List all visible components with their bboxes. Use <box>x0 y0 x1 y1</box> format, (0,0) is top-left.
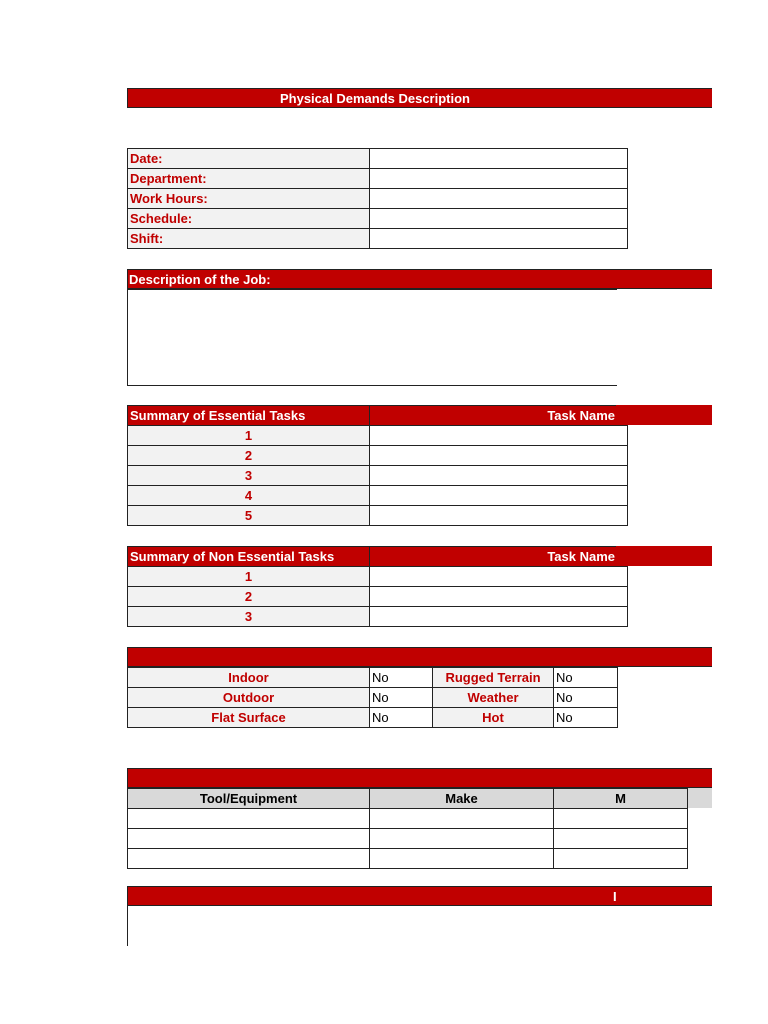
table-row <box>128 486 628 506</box>
make-header: Make <box>370 789 554 809</box>
task-number: 1 <box>128 426 370 446</box>
last-section-body[interactable] <box>127 906 128 946</box>
weather-value[interactable]: No <box>554 688 618 708</box>
task-number: 1 <box>128 567 370 587</box>
rugged-terrain-value[interactable]: No <box>554 668 618 688</box>
table-row <box>128 809 688 829</box>
department-field[interactable] <box>370 169 628 189</box>
shift-label: Shift: <box>128 229 370 249</box>
environment-row <box>128 688 618 708</box>
environment-header <box>127 647 712 667</box>
task-number: 3 <box>128 466 370 486</box>
schedule-field[interactable] <box>370 209 628 229</box>
essential-tasks-table <box>127 405 617 529</box>
non-essential-tasks-table <box>127 546 617 630</box>
description-field[interactable] <box>127 289 617 386</box>
info-row-shift <box>128 229 628 249</box>
task-name-field[interactable] <box>370 486 628 506</box>
info-row-schedule <box>128 209 628 229</box>
task-name-field[interactable] <box>370 567 628 587</box>
page-title: Physical Demands Description <box>279 91 470 106</box>
tool-field[interactable] <box>128 809 370 829</box>
essential-tasks-header: Summary of Essential Tasks <box>128 406 370 426</box>
weather-label: Weather <box>433 688 554 708</box>
non-essential-task-name-header: Task Name <box>370 547 628 567</box>
indoor-value[interactable]: No <box>370 668 433 688</box>
non-essential-tasks-header-row <box>128 547 628 567</box>
non-essential-tasks-header-extension <box>616 546 712 566</box>
description-header-label: Description of the Job: <box>129 272 271 287</box>
description-header <box>127 269 712 289</box>
rugged-terrain-label: Rugged Terrain <box>433 668 554 688</box>
hot-value[interactable]: No <box>554 708 618 728</box>
model-field[interactable] <box>554 849 688 869</box>
table-row <box>128 587 628 607</box>
essential-tasks-header-row <box>128 406 628 426</box>
schedule-label: Schedule: <box>128 209 370 229</box>
work-hours-field[interactable] <box>370 189 628 209</box>
info-row-department <box>128 169 628 189</box>
model-header: M <box>554 789 688 809</box>
table-row <box>128 446 628 466</box>
environment-row <box>128 668 618 688</box>
tools-table <box>127 788 626 869</box>
environment-row <box>128 708 618 728</box>
task-number: 4 <box>128 486 370 506</box>
essential-task-name-header: Task Name <box>370 406 628 426</box>
outdoor-label: Outdoor <box>128 688 370 708</box>
task-name-field[interactable] <box>370 466 628 486</box>
make-field[interactable] <box>370 809 554 829</box>
tools-header <box>127 768 712 788</box>
task-name-field[interactable] <box>370 587 628 607</box>
non-essential-tasks-header: Summary of Non Essential Tasks <box>128 547 370 567</box>
task-number: 5 <box>128 506 370 526</box>
tools-column-headers <box>128 789 688 809</box>
flat-surface-label: Flat Surface <box>128 708 370 728</box>
task-number: 3 <box>128 607 370 627</box>
table-row <box>128 607 628 627</box>
task-name-field[interactable] <box>370 506 628 526</box>
shift-field[interactable] <box>370 229 628 249</box>
make-field[interactable] <box>370 849 554 869</box>
make-field[interactable] <box>370 829 554 849</box>
info-table <box>127 148 617 252</box>
table-row <box>128 426 628 446</box>
work-hours-label: Work Hours: <box>128 189 370 209</box>
date-label: Date: <box>128 149 370 169</box>
table-row <box>128 567 628 587</box>
table-row <box>128 829 688 849</box>
tool-equipment-header: Tool/Equipment <box>128 789 370 809</box>
last-section-header <box>127 886 712 906</box>
task-name-field[interactable] <box>370 446 628 466</box>
model-field[interactable] <box>554 809 688 829</box>
last-section-header-fragment: I <box>613 889 617 904</box>
indoor-label: Indoor <box>128 668 370 688</box>
date-field[interactable] <box>370 149 628 169</box>
essential-tasks-header-extension <box>616 405 712 425</box>
hot-label: Hot <box>433 708 554 728</box>
task-number: 2 <box>128 587 370 607</box>
task-name-field[interactable] <box>370 426 628 446</box>
tool-field[interactable] <box>128 849 370 869</box>
environment-table <box>127 667 617 730</box>
info-row-date <box>128 149 628 169</box>
info-row-work-hours <box>128 189 628 209</box>
flat-surface-value[interactable]: No <box>370 708 433 728</box>
table-row <box>128 506 628 526</box>
title-bar <box>127 88 712 108</box>
outdoor-value[interactable]: No <box>370 688 433 708</box>
tool-field[interactable] <box>128 829 370 849</box>
table-row <box>128 466 628 486</box>
department-label: Department: <box>128 169 370 189</box>
table-row <box>128 849 688 869</box>
model-field[interactable] <box>554 829 688 849</box>
task-number: 2 <box>128 446 370 466</box>
task-name-field[interactable] <box>370 607 628 627</box>
